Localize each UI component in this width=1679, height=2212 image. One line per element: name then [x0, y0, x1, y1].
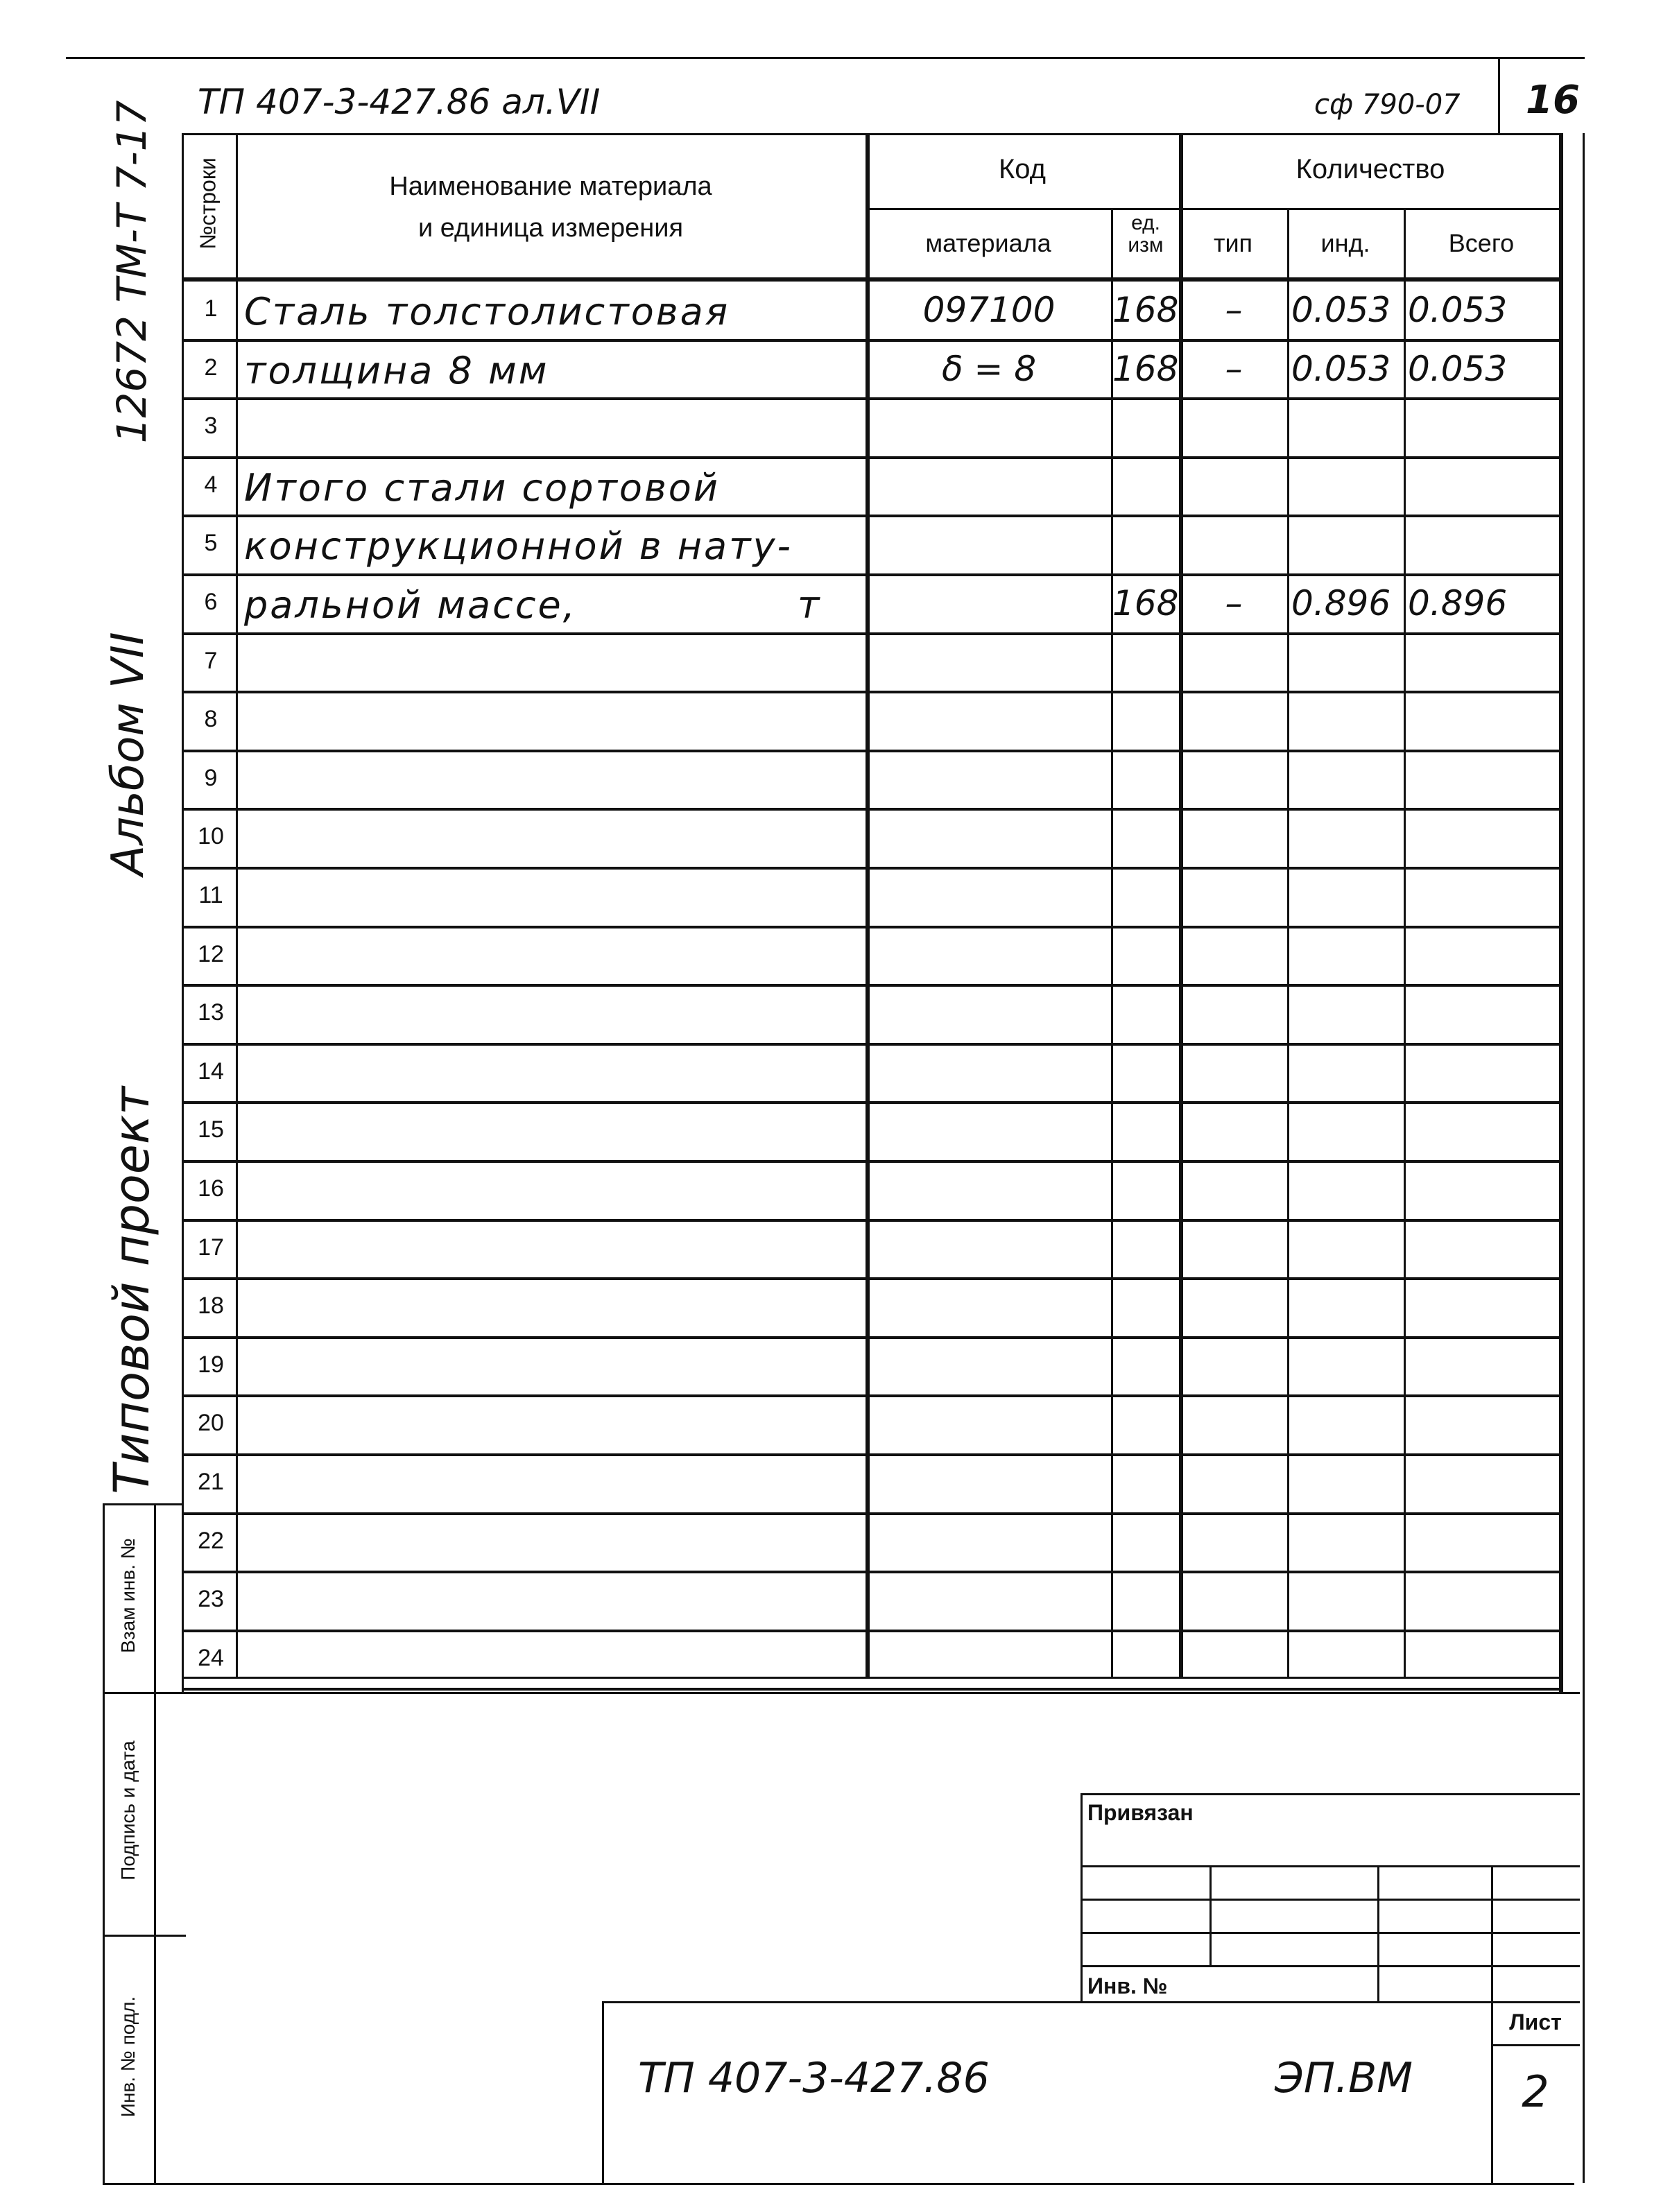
row-separator: [182, 456, 1563, 459]
stamp-divider-1: [103, 1692, 1580, 1694]
header-doc-code: ТП 407-3-427.86 ал.VII: [198, 82, 601, 122]
row-separator: [182, 984, 1563, 987]
row-number: 10: [198, 823, 224, 850]
header-page-no: 16: [1526, 78, 1580, 123]
row-number: 18: [198, 1293, 224, 1320]
col-line-rownum: [236, 133, 238, 1677]
row-separator: [182, 926, 1563, 928]
row-separator: [182, 867, 1563, 870]
top-border: [66, 57, 1585, 59]
row-number: 1: [204, 295, 218, 322]
col-header-name-line1: Наименование материала: [389, 172, 712, 201]
col-header-code: Код: [998, 154, 1046, 184]
row-separator: [182, 1219, 1563, 1222]
linked-row-4: [1080, 1965, 1580, 1967]
cell-type: –: [1225, 290, 1243, 330]
row-separator: [182, 1160, 1563, 1163]
linked-row-1: [1080, 1865, 1580, 1867]
row-number: 16: [198, 1175, 224, 1202]
cell-name: Сталь толстолистовая: [244, 290, 730, 334]
row-number: 9: [204, 764, 218, 791]
row-number: 19: [198, 1351, 224, 1378]
row-separator: [182, 515, 1563, 517]
row-number: 5: [204, 530, 218, 557]
header-subdivider: [866, 208, 1562, 210]
col-header-name-line2: и единица измерения: [417, 214, 684, 243]
row-separator: [182, 1043, 1563, 1046]
table-right-edge: [1559, 133, 1563, 1693]
row-number: 2: [204, 354, 218, 381]
col-header-material: материала: [925, 229, 1051, 257]
row-separator: [182, 1571, 1563, 1573]
cell-name: конструкционной в нату-: [244, 524, 793, 569]
row-number: 15: [198, 1116, 224, 1143]
col-header-type: тип: [1213, 229, 1253, 257]
linked-box-top: [1080, 1793, 1580, 1795]
bottom-border: [103, 2183, 1574, 2185]
table-bottom-edge: [182, 1677, 1563, 1679]
row-separator: [182, 1336, 1563, 1339]
linked-col-2: [1377, 1865, 1379, 2001]
cell-ind: 0.896: [1291, 583, 1391, 623]
cell-ind: 0.053: [1291, 348, 1391, 389]
margin-album: Альбом VII: [103, 632, 154, 876]
row-separator: [182, 1394, 1563, 1397]
margin-code: 12672 ТМ-Т 7-17: [108, 100, 155, 444]
cell-total: 0.053: [1408, 290, 1508, 330]
linked-box-left: [1080, 1793, 1083, 2001]
table-top-edge: [182, 133, 1562, 135]
col-header-ind: инд.: [1320, 229, 1370, 257]
table-left-edge: [182, 133, 184, 1693]
page-no-divider: [1498, 57, 1500, 135]
cell-type: –: [1225, 583, 1243, 623]
margin-project: Типовой проект: [103, 1087, 160, 1494]
row-separator: [182, 339, 1563, 342]
col-line-code: [1111, 208, 1113, 1677]
cell-name-unit: т: [798, 583, 820, 627]
row-number: 12: [198, 940, 224, 967]
cell-total: 0.053: [1408, 348, 1508, 389]
row-separator: [182, 1453, 1563, 1456]
row-number: 22: [198, 1527, 224, 1554]
stamp-divider-2: [103, 1935, 186, 1937]
cell-name: ральной массе,: [244, 583, 577, 627]
cell-ind: 0.053: [1291, 290, 1391, 330]
row-number: 24: [198, 1644, 224, 1671]
row-number: 20: [198, 1410, 224, 1437]
col-line-ind: [1404, 208, 1406, 1677]
row-number: 21: [198, 1469, 224, 1495]
row-separator: [182, 573, 1563, 576]
row-separator: [182, 397, 1563, 400]
linked-col-1: [1209, 1865, 1212, 1965]
stamp-label-inv: Инв. № подл.: [117, 1996, 139, 2118]
row-separator: [182, 691, 1563, 693]
col-header-quantity: Количество: [1295, 154, 1445, 184]
cell-code: 097100: [922, 290, 1056, 330]
col-line-type: [1287, 208, 1289, 1677]
row-separator: [182, 632, 1563, 635]
sheet-box-divider: [1491, 2044, 1580, 2046]
row-number: 13: [198, 999, 224, 1026]
header-order-no: сф 790-07: [1314, 89, 1461, 121]
sheet-no: 2: [1522, 2066, 1549, 2117]
stamp-strip-top: [103, 1503, 182, 1505]
row-separator: [182, 1688, 1563, 1691]
cell-name: толщина 8 мм: [244, 348, 549, 392]
row-number: 4: [204, 471, 218, 498]
frame-right-edge: [1583, 133, 1585, 2183]
inv-label: Инв. №: [1087, 1973, 1168, 1998]
linked-row-2: [1080, 1899, 1580, 1901]
linked-row-3: [1080, 1932, 1580, 1934]
linked-col-3: [1491, 1865, 1493, 2001]
row-number: 6: [204, 589, 218, 615]
row-separator: [182, 1512, 1563, 1515]
table-header-bottom: [182, 277, 1563, 282]
row-number: 14: [198, 1057, 224, 1085]
row-separator: [182, 1101, 1563, 1104]
stamp-label-replaced: Взам инв. №: [117, 1538, 139, 1653]
cell-code: δ = 8: [941, 348, 1037, 389]
row-separator: [182, 1277, 1563, 1280]
row-number: 3: [204, 413, 218, 440]
row-number: 17: [198, 1234, 224, 1261]
row-separator: [182, 750, 1563, 752]
title-doc-code: ТП 407-3-427.86: [638, 2054, 990, 2102]
cell-type: –: [1225, 348, 1243, 389]
row-number: 11: [198, 882, 223, 908]
sheet-label: Лист: [1509, 2010, 1562, 2034]
stamp-label-signature: Подпись и дата: [117, 1740, 139, 1881]
cell-unit: 168: [1112, 583, 1179, 623]
title-block-left: [602, 2001, 604, 2183]
row-number: 7: [204, 647, 218, 674]
cell-name: Итого стали сортовой: [244, 465, 720, 510]
stamp-strip-right: [154, 1503, 156, 2183]
title-doc-suffix: ЭП.ВМ: [1275, 2054, 1413, 2102]
col-header-rownum: №строки: [195, 157, 221, 250]
col-line-name: [866, 133, 870, 1677]
stamp-strip-left: [103, 1503, 105, 2183]
col-header-total: Всего: [1448, 229, 1515, 257]
row-separator: [182, 1630, 1563, 1632]
row-number: 8: [204, 706, 218, 733]
title-block-top: [602, 2001, 1580, 2003]
col-header-unit: ед. изм: [1128, 211, 1164, 257]
row-separator: [182, 808, 1563, 811]
linked-label: Привязан: [1087, 1800, 1194, 1825]
cell-unit: 168: [1112, 348, 1179, 389]
cell-total: 0.896: [1408, 583, 1508, 623]
row-number: 23: [198, 1586, 224, 1613]
cell-unit: 168: [1112, 290, 1179, 330]
